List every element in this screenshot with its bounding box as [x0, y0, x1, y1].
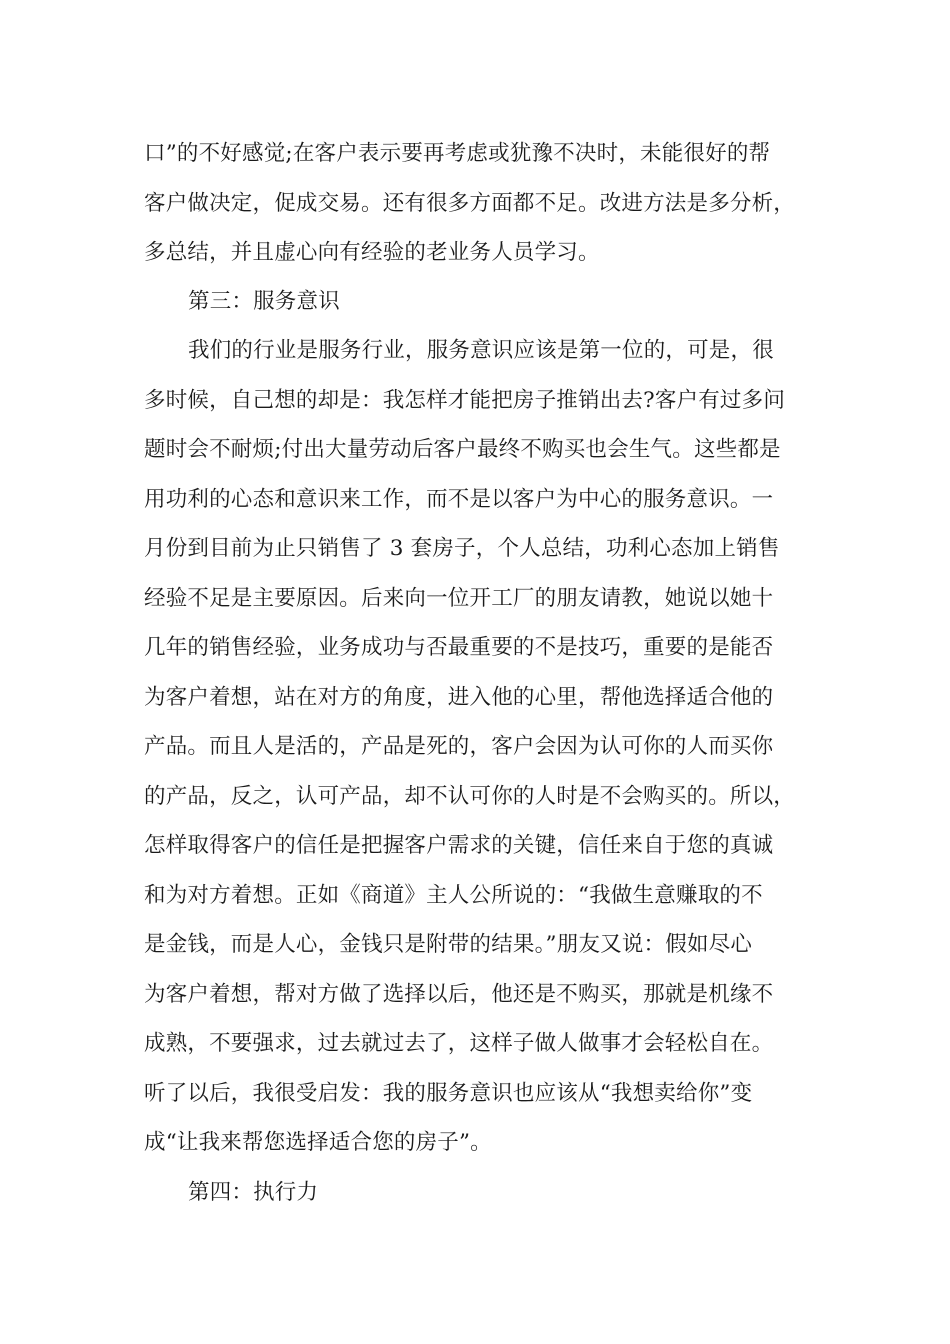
text-line: 产品。而且人是活的，产品是死的，客户会因为认可你的人而买你: [144, 734, 774, 759]
text-line: 几年的销售经验，业务成功与否最重要的不是技巧，重要的是能否: [144, 635, 774, 660]
text-line: 怎样取得客户的信任是把握客户需求的关键，信任来自于您的真诚: [144, 833, 774, 858]
heading-execution: 第四：执行力: [188, 1180, 319, 1205]
text-line: 用功利的心态和意识来工作，而不是以客户为中心的服务意识。一: [144, 486, 774, 512]
text-line: 多时候，自己想的却是：我怎样才能把房子推销出去?客户有过多问: [144, 387, 786, 413]
text-line: 的产品，反之，认可产品，却不认可你的人时是不会购买的。所以，: [144, 783, 796, 809]
text-line: 为客户着想，帮对方做了选择以后，他还是不购买，那就是机缘不: [144, 981, 774, 1007]
text-line: 客户做决定，促成交易。还有很多方面都不足。改进方法是多分析，: [144, 190, 796, 216]
text-line: 经验不足是主要原因。后来向一位开工厂的朋友请教，她说以她十: [144, 585, 774, 611]
text-line: 成“让我来帮您选择适合您的房子”。: [144, 1130, 492, 1155]
heading-service-awareness: 第三：服务意识: [188, 289, 340, 314]
text-line: 成熟，不要强求，过去就过去了，这样子做人做事才会轻松自在。: [144, 1031, 774, 1056]
text-line: 月份到目前为止只销售了 3 套房子，个人总结，功利心态加上销售: [144, 536, 780, 561]
text-line: 题时会不耐烦;付出大量劳动后客户最终不购买也会生气。这些都是: [144, 437, 781, 462]
text-line: 听了以后，我很受启发：我的服务意识也应该从“我想卖给你”变: [144, 1080, 753, 1106]
text-line: 为客户着想，站在对方的角度，进入他的心里，帮他选择适合他的: [144, 684, 774, 710]
text-line: 多总结，并且虚心向有经验的老业务人员学习。: [144, 240, 600, 265]
section-heading-3: [144, 277, 820, 327]
text-line: 和为对方着想。正如《商道》主人公所说的：“我做生意赚取的不: [144, 882, 763, 908]
paragraph-service-awareness: [144, 326, 820, 1168]
text-line: 是金钱，而是人心，金钱只是附带的结果。”朋友又说：假如尽心: [144, 932, 753, 957]
text-line: 我们的行业是服务行业，服务意识应该是第一位的，可是，很: [188, 338, 774, 363]
paragraph-continuation: [144, 129, 820, 278]
text-line: 口”的不好感觉;在客户表示要再考虑或犹豫不决时，未能很好的帮: [144, 141, 771, 166]
section-heading-4: [144, 1168, 820, 1218]
